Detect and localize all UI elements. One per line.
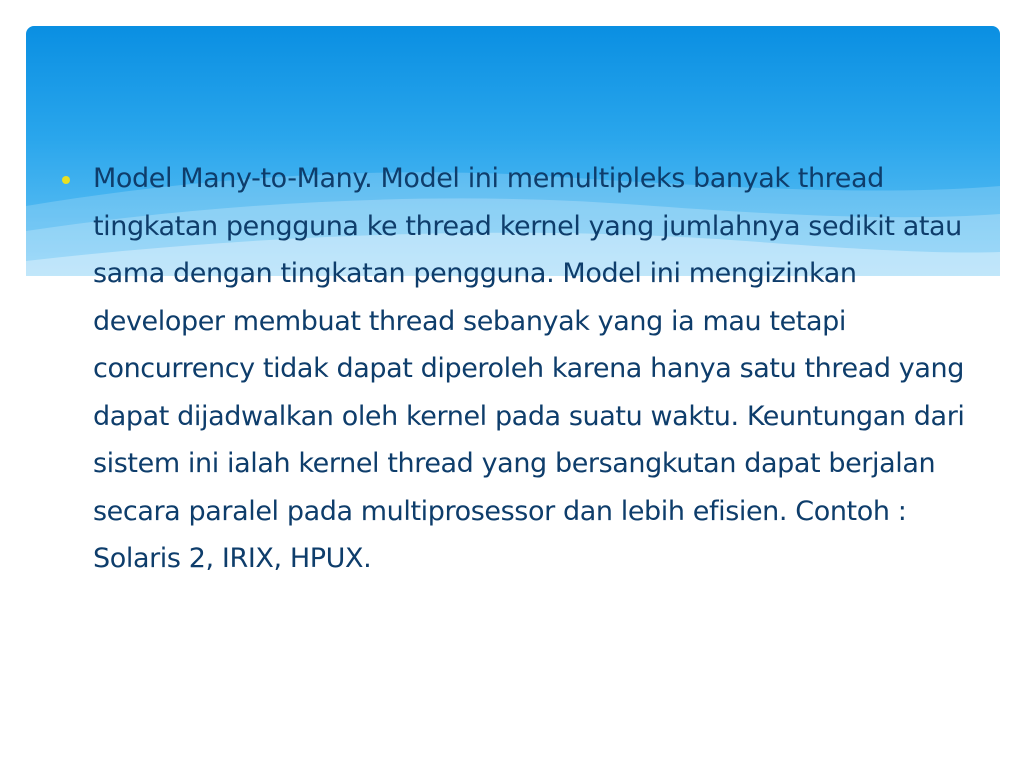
bullet-text: Model Many-to-Many. Model ini memultipleks banyak thread tingkatan pengguna ke thread kernel yang jumlahnya sedikit atau sama dengan tingkatan pengguna. Model ini mengizinkan developer membuat thread sebanyak yang ia mau tetapi concurrency tidak dapat diperoleh karena hanya satu thread yang dapat dijadwalkan oleh kernel pada suatu waktu. Keuntungan dari sistem ini ialah kernel thread yang bersangkutan dapat berjalan secara paralel pada multiprosessor dan lebih efisien. Contoh : Solaris 2, IRIX, HPUX. xyxy=(93,163,965,574)
bullet-dot-icon xyxy=(62,176,70,184)
bullet-item xyxy=(60,155,980,583)
slide-content xyxy=(60,155,980,583)
